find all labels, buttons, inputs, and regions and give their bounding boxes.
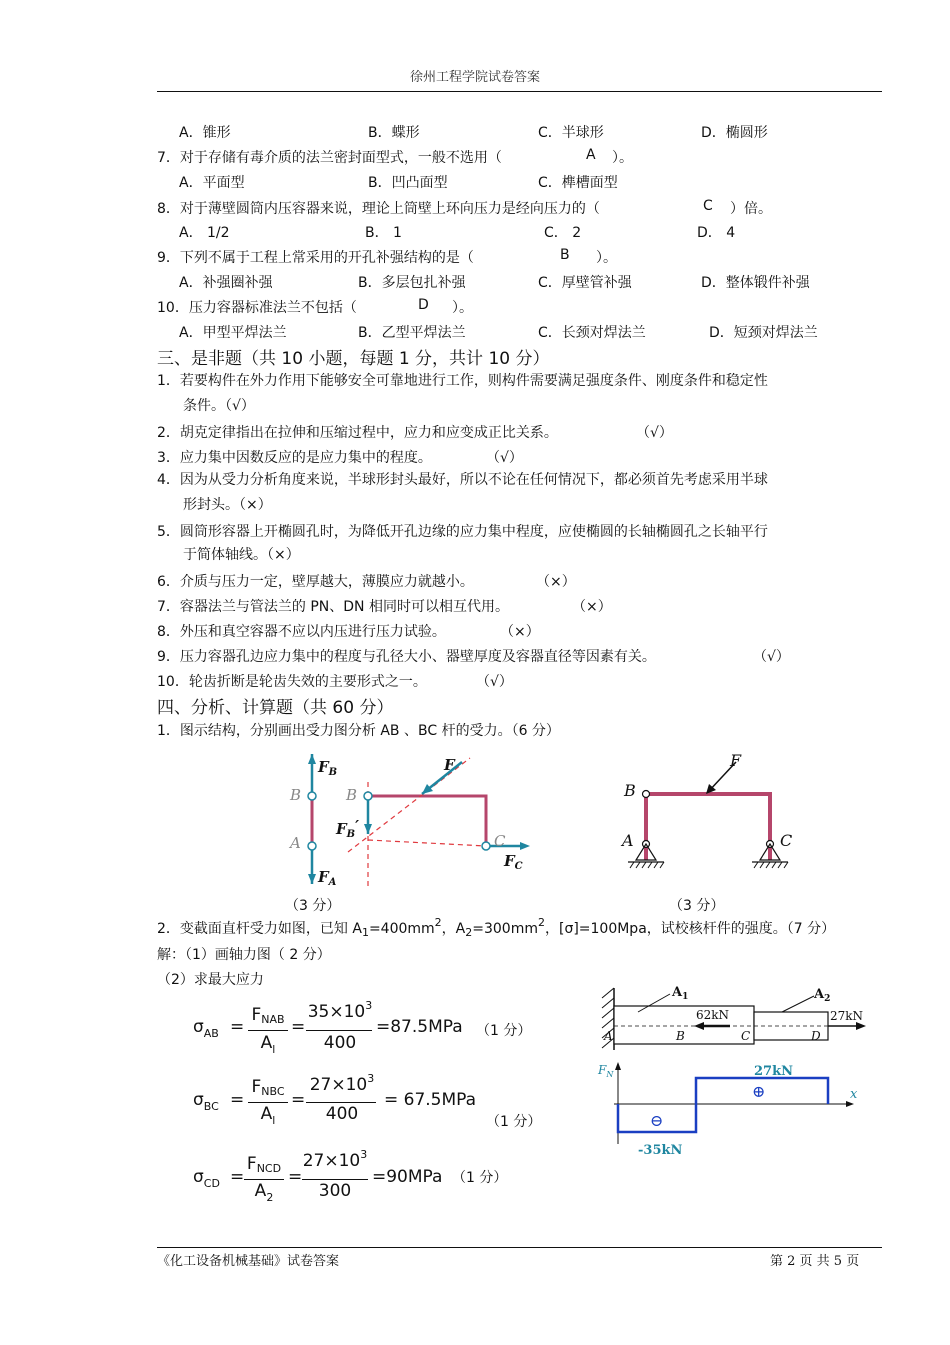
fb-prime-arrow-head [364,824,372,834]
label-b-left: B [290,786,302,804]
label-a-left: A [290,834,301,852]
tf-item-1b: 条件。（√） [183,398,255,414]
label-fa: $F_A$ [318,868,337,888]
hatch-c [754,862,788,868]
tf-item-5a: 5．圆筒形容器上开椭圆孔时，为降低开孔边缘的应力集中程度，应使椭圆的长轴椭圆孔之长轴平行 [157,524,768,540]
label-a: A [622,831,634,850]
q10-option-b: B．乙型平焊法兰 [358,325,466,341]
footer-page-number: 第 2 页 共 5 页 [770,1254,860,1269]
label-c: C [780,831,793,850]
q10-option-c: C．长颈对焊法兰 [538,325,646,341]
page-header: 徐州工程学院试卷答案 [409,70,540,85]
tf-item-10: 10．轮齿折断是轮齿失效的主要形式之一。 [157,674,427,690]
tf-item-10-mark: （√） [476,674,513,690]
label-b: B [676,1029,685,1043]
tf-item-6-mark: （×） [536,574,576,590]
tf-item-2: 2．胡克定律指出在拉伸和压缩过程中，应力和应变成正比关系。 [157,425,558,441]
section3-title: 三、是非题（共 10 小题，每题 1 分，共计 10 分） [157,349,550,369]
q7-text: 7．对于存储有毒介质的法兰密封面型式，一般不选用（ [157,150,502,166]
q8-option-c: C． 2 [544,225,582,241]
pin-a-left [308,842,316,850]
leader-a2 [782,996,814,1012]
label-f: F [730,752,742,770]
label-c: C [741,1029,751,1043]
label-a: A [604,1029,613,1043]
header-rule [157,91,882,92]
q9-close: ）。 [596,250,617,266]
tf-item-5b: 于简体轴线。（×） [183,547,300,563]
fc-arrow-head [520,842,530,850]
q7-close: ）。 [612,150,633,166]
fa-arrow-head [308,874,316,884]
free-body-diagram [280,748,540,890]
frame [646,794,770,860]
tf-item-4b: 形封头。（×） [183,497,272,513]
q8-option-d: D． 4 [697,225,736,241]
label-fb-prime: $F_B'$ [336,817,360,840]
q10-option-a: A．甲型平焊法兰 [179,325,287,341]
tf-item-8-mark: （×） [500,624,540,640]
tf-item-6: 6．介质与压力一定，壁厚越大，薄膜应力就越小。 [157,574,474,590]
tf-item-7-mark: （×） [572,599,612,615]
q9-answer: B [560,247,570,263]
plus-symbol: ⊕ [752,1082,766,1101]
solution-step1: 解：（1）画轴力图（ 2 分） [157,947,331,963]
tf-item-2-mark: （√） [636,425,673,441]
dash-horizontal [368,840,486,846]
load-27-arrow-head [856,1022,866,1030]
q8-option-a: A． 1/2 [179,225,230,241]
q9-option-d: D．整体锻件补强 [701,275,810,291]
tf-item-9: 9．压力容器孔边应力集中的程度与孔径大小、器壁厚度及容器直径等因素有关。 [157,649,656,665]
label-pos-value: 27kN [754,1064,793,1079]
q6-option-d: D．椭圆形 [701,125,768,141]
q7-option-c: C．榫槽面型 [538,175,618,191]
tf-item-3-mark: （√） [486,450,523,466]
q9-option-c: C．厚壁管补强 [538,275,632,291]
axial-force-diagram [592,982,872,1160]
score-right: （3 分） [669,898,725,914]
footer-rule [157,1247,882,1248]
label-b-right: B [346,786,358,804]
problem2-text: 2．变截面直杆受力如图，已知 $A_1=400mm^2$，$A_2=300mm^2$，[σ]=100Mpa，试校核杆件的强度。（7 分） [157,916,836,939]
q10-answer: D [418,297,429,313]
q9-option-a: A．补强圈补强 [179,275,273,291]
q8-text: 8．对于薄壁圆筒内压容器来说，理论上筒壁上环向压力是经向压力的（ [157,201,600,217]
label-a2: $A_2$ [814,987,831,1004]
bc-frame [368,796,486,846]
label-d: D [811,1029,821,1043]
q8-answer: C [703,198,713,214]
fb-arrow-head [308,754,316,764]
fraction-bar [244,1179,284,1180]
pin-b-left [308,792,316,800]
q9-text: 9．下列不属于工程上常采用的开孔补强结构的是（ [157,250,474,266]
label-27kn: 27kN [830,1009,864,1023]
label-f: F [444,756,455,774]
pin-c [482,842,490,850]
minus-symbol: ⊖ [650,1111,664,1130]
sigma-symbol: σ [193,1017,204,1037]
label-b: B [624,781,636,800]
fraction-bar [248,1030,288,1031]
tf-item-3: 3．应力集中因数反应的是应力集中的程度。 [157,450,432,466]
q7-option-b: B．凹凸面型 [368,175,448,191]
q6-option-c: C．半球形 [538,125,604,141]
tf-item-4a: 4．因为从受力分析角度来说，半球形封头最好，所以不论在任何情况下，都必须首先考虑采用半球 [157,472,768,488]
problem1-text: 1．图示结构，分别画出受力图分析 AB 、BC 杆的受力。（6 分） [157,723,560,739]
fraction-bar [302,1179,368,1180]
fraction-bar [248,1102,288,1103]
fn-axis-arrow [615,1062,621,1070]
q10-close: ）。 [452,300,473,316]
label-neg-value: -35kN [638,1143,683,1158]
q8-close: ）倍。 [730,201,772,217]
label-fb: $F_B$ [318,758,338,778]
q9-option-b: B．多层包扎补强 [358,275,466,291]
pin-b-right [364,792,372,800]
score-left: （3 分） [285,898,341,914]
pin-b [643,791,650,798]
label-fn: $F_N$ [598,1063,614,1079]
sigma-symbol: σ [193,1090,204,1110]
tf-item-9-mark: （√） [753,649,790,665]
q6-option-b: B．蝶形 [368,125,420,141]
label-x: x [850,1087,858,1102]
hatch-a [630,862,664,868]
sigma-symbol: σ [193,1167,204,1187]
section4-title: 四、分析、计算题（共 60 分） [157,698,394,718]
q10-text: 10．压力容器标准法兰不包括（ [157,300,357,316]
structure-diagram [612,752,802,874]
label-c: C [494,832,506,850]
label-fc: $F_C$ [504,852,523,872]
q7-option-a: A．平面型 [179,175,245,191]
q7-answer: A [586,147,596,163]
tf-item-8: 8．外压和真空容器不应以内压进行压力试验。 [157,624,446,640]
tf-item-1a: 1．若要构件在外力作用下能够安全可靠地进行工作，则构件需要满足强度条件、刚度条件和稳定性 [157,373,768,389]
label-62kn: 62kN [696,1008,730,1022]
fraction-bar [306,1030,372,1031]
label-a1: $A_1$ [672,985,689,1002]
tf-item-7: 7．容器法兰与管法兰的 PN、DN 相同时可以相互代用。 [157,599,509,615]
solution-step2: （2）求最大应力 [157,972,264,988]
q10-option-d: D．短颈对焊法兰 [709,325,818,341]
fraction-bar [306,1102,376,1103]
q8-option-b: B． 1 [365,225,402,241]
q6-option-a: A．锥形 [179,125,231,141]
footer-course: 《化工设备机械基础》试卷答案 [157,1254,340,1269]
